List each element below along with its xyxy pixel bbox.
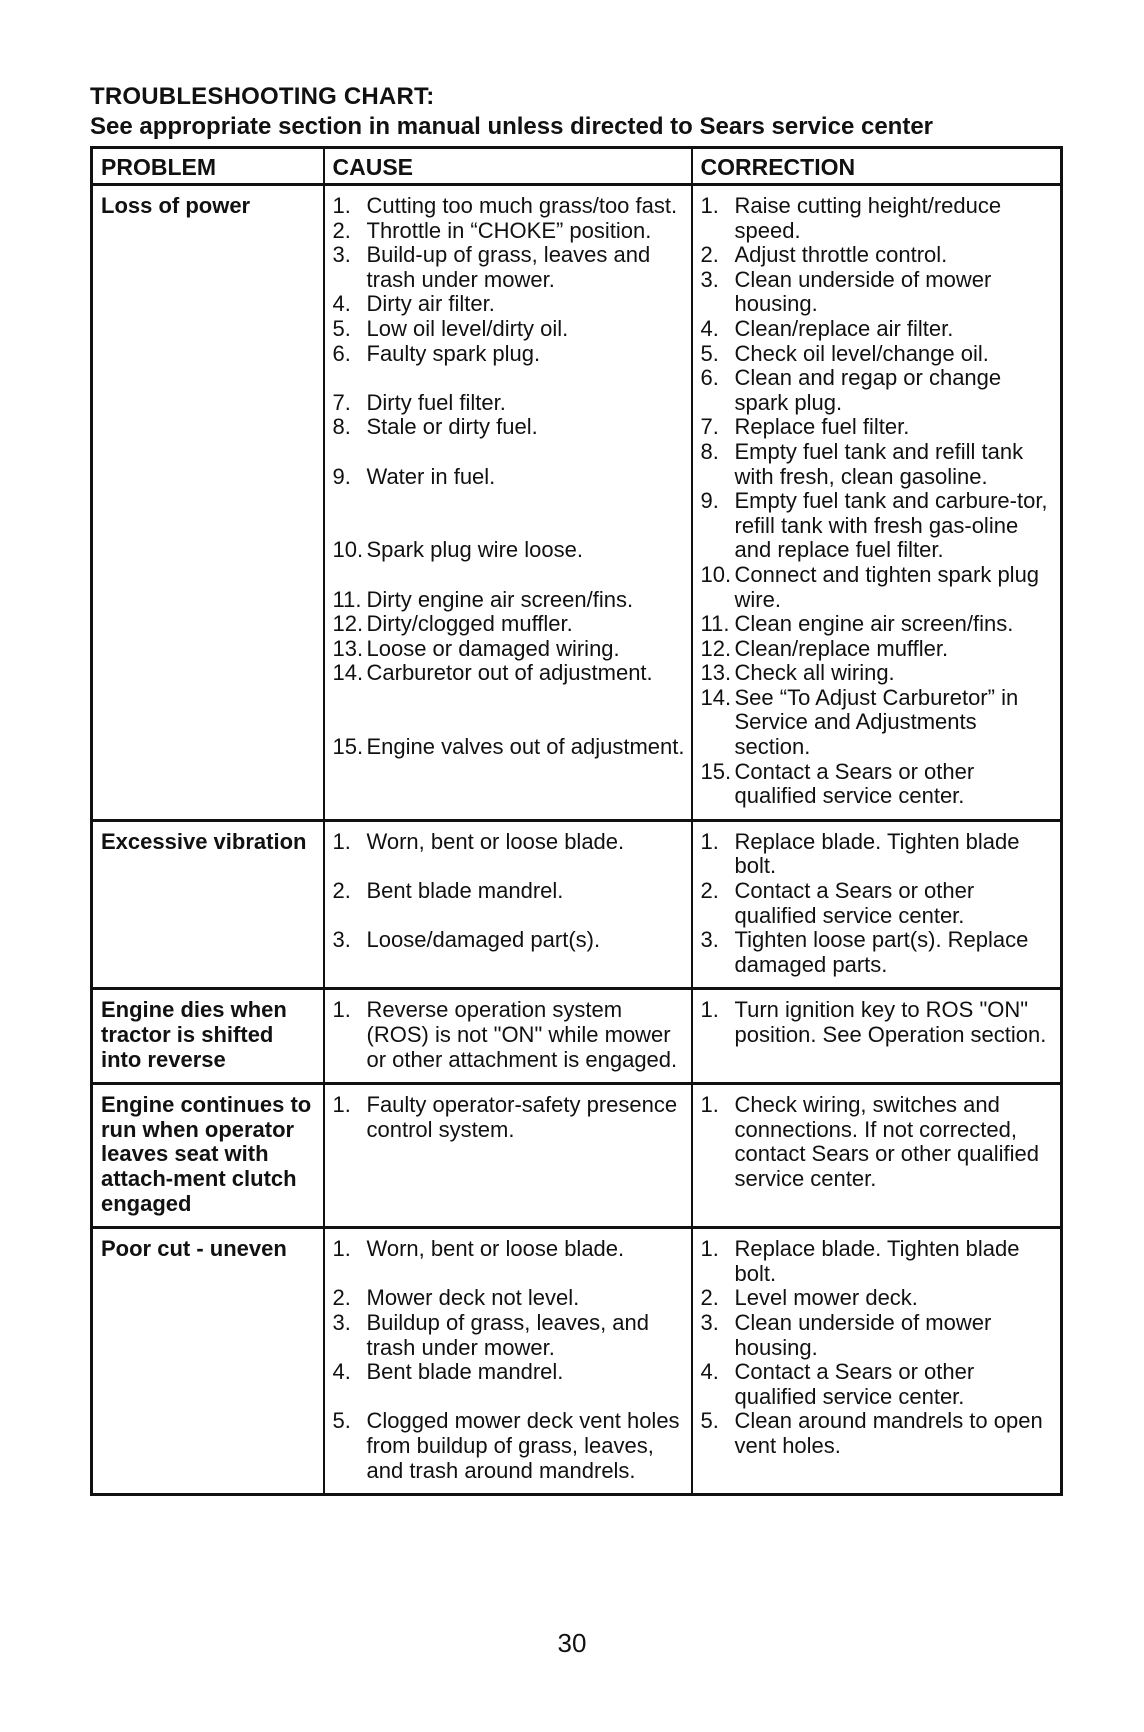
item-text: Low oil level/dirty oil. [366,315,569,341]
list-item [333,879,685,904]
item-number: 1. [332,828,351,854]
list-item [701,661,1055,686]
list-item [333,415,685,440]
spacer [333,514,685,539]
item-number: 4. [700,315,719,341]
problem-cell: Poor cut - uneven [92,1228,324,1495]
item-number: 6. [332,340,351,366]
item-text: Carburetor out of adjustment. [366,660,653,686]
problem-cell: Excessive vibration [92,820,324,989]
item-number: 1. [700,193,719,218]
item-number: 7. [332,389,351,415]
list-item [701,1360,1055,1409]
list-item [701,760,1055,809]
spacer [333,563,685,588]
spacer [333,854,685,879]
item-text: Water in fuel. [366,463,496,489]
item-number: 11. [332,586,362,612]
list-item [701,637,1055,662]
item-number: 2. [700,1285,719,1311]
list-item [701,194,1055,243]
item-text: Dirty/clogged muffler. [366,611,573,637]
item-text: Clogged mower deck vent holes from buildup of grass, leaves, and trash around mandrels. [366,1408,680,1483]
spacer [333,1262,685,1287]
item-text: Replace fuel filter. [734,414,910,440]
list-item [701,686,1055,760]
list-item [333,1409,685,1483]
item-text: Contact a Sears or other qualified service center. [734,878,975,928]
item-text: Stale or dirty fuel. [366,414,538,440]
list-item [701,317,1055,342]
item-number: 8. [700,438,719,464]
item-number: 10. [332,537,364,563]
list-item [333,465,685,490]
chart-title: TROUBLESHOOTING CHART: [90,83,435,110]
item-text: See “To Adjust Carburetor” in Service and Adjustments section. [734,684,1019,760]
spacer [333,904,685,929]
item-text: Empty fuel tank and refill tank with fresh, clean gasoline. [734,438,1024,489]
item-text: Reverse operation system (ROS) is not "ON" while mower or other attachment is engaged. [366,997,678,1072]
item-text: Loose/damaged part(s). [366,927,601,953]
correction-cell [692,820,1062,989]
list-item [333,1093,685,1142]
list-item [701,612,1055,637]
item-text: Clean around mandrels to open vent holes. [734,1408,1043,1458]
correction-cell [692,185,1062,821]
troubleshooting-table [90,146,1063,1496]
item-number: 5. [332,1408,351,1434]
list-item [701,415,1055,440]
item-text: Cutting too much grass/too fast. [366,193,678,218]
item-number: 3. [332,1309,351,1335]
list-item [333,1237,685,1262]
item-text: Dirty air filter. [366,291,495,317]
item-number: 9. [700,488,719,514]
spacer [333,366,685,391]
table-row [92,185,1062,821]
list-item [701,1311,1055,1360]
problem-cell: Loss of power [92,185,324,821]
item-text: Mower deck not level. [366,1285,580,1311]
item-number: 1. [332,1092,351,1118]
list-item [333,1286,685,1311]
item-number: 14. [332,660,364,686]
list-item [701,879,1055,928]
list-item [333,391,685,416]
list-item [701,1237,1055,1286]
item-text: Clean and regap or change spark plug. [734,365,1002,415]
spacer [333,489,685,514]
item-text: Faulty spark plug. [366,340,541,366]
spacer [333,1385,685,1410]
table-row [92,1228,1062,1495]
list-item [333,317,685,342]
item-number: 2. [332,878,351,904]
page-number: 30 [557,1628,587,1658]
column-header-correction: CORRECTION [692,148,1062,185]
item-text: Worn, bent or loose blade. [366,828,625,854]
spacer [333,710,685,735]
list-item [701,366,1055,415]
correction-cell [692,1228,1062,1495]
item-text: Contact a Sears or other qualified service center. [734,1359,975,1409]
list-item [333,612,685,637]
list-item [333,588,685,613]
problem-cell: Engine continues to run when operator leaves seat with attach-ment clutch engaged [92,1084,324,1228]
item-number: 1. [700,1092,719,1118]
item-number: 1. [332,997,351,1023]
item-text: Clean engine air screen/fins. [734,611,1014,637]
table-row [92,1084,1062,1228]
item-text: Turn ignition key to ROS "ON" position. See Operation section. [734,997,1047,1047]
list-item [333,1360,685,1385]
item-number: 5. [332,315,351,341]
list-item [333,243,685,292]
item-text: Throttle in “CHOKE” position. [366,217,652,243]
item-number: 13. [332,635,364,661]
list-item [701,342,1055,367]
item-number: 2. [700,878,719,904]
list-item [333,637,685,662]
item-text: Dirty fuel filter. [366,389,506,415]
item-text: Clean/replace air filter. [734,315,954,341]
item-number: 15. [700,758,732,784]
item-text: Raise cutting height/reduce speed. [734,193,1002,243]
item-number: 2. [700,242,719,268]
list-item [701,243,1055,268]
item-text: Tighten loose part(s). Replace damaged parts. [734,927,1029,977]
column-header-cause: CAUSE [324,148,692,185]
table-body [92,185,1062,1495]
list-item [333,219,685,244]
problem-cell: Engine dies when tractor is shifted into reverse [92,989,324,1084]
list-item [333,538,685,563]
item-number: 1. [700,997,719,1023]
item-text: Clean/replace muffler. [734,635,949,661]
item-number: 15. [332,734,364,760]
item-text: Empty fuel tank and carbure-tor, refill tank with fresh gas-oline and replace fuel filter. [734,488,1048,563]
table-header-row [92,148,1062,185]
item-number: 4. [700,1359,719,1385]
item-number: 3. [700,927,719,953]
list-item [701,1409,1055,1458]
item-text: Spark plug wire loose. [366,537,583,563]
list-item [333,928,685,953]
cause-cell [324,989,692,1084]
item-text: Adjust throttle control. [734,242,948,268]
item-number: 14. [700,684,732,710]
item-number: 7. [700,414,719,440]
spacer [333,686,685,711]
list-item [701,489,1055,563]
item-text: Buildup of grass, leaves, and trash under mower. [366,1309,650,1360]
correction-cell [692,1084,1062,1228]
correction-cell [692,989,1062,1084]
list-item [701,998,1055,1047]
item-number: 4. [332,1359,351,1385]
item-number: 1. [332,193,351,218]
column-header-problem: PROBLEM [92,148,324,185]
cause-cell [324,820,692,989]
item-number: 2. [332,1285,351,1311]
item-text: Bent blade mandrel. [366,878,564,904]
item-number: 1. [332,1236,351,1262]
item-text: Check oil level/change oil. [734,340,989,366]
item-number: 11. [700,611,730,637]
item-text: Worn, bent or loose blade. [366,1236,625,1262]
item-number: 6. [700,365,719,391]
list-item [701,268,1055,317]
item-text: Engine valves out of adjustment. [366,734,685,760]
table-row [92,989,1062,1084]
list-item [333,830,685,855]
item-number: 3. [332,242,351,268]
list-item [701,1093,1055,1191]
list-item [701,830,1055,879]
list-item [333,661,685,686]
item-number: 2. [332,217,351,243]
list-item [333,342,685,367]
item-number: 3. [332,927,351,953]
item-text: Dirty engine air screen/fins. [366,586,634,612]
item-number: 4. [332,291,351,317]
chart-subtitle: See appropriate section in manual unless directed to Sears service center [90,113,933,140]
document-page [90,82,1060,1496]
item-text: Replace blade. Tighten blade bolt. [734,1236,1020,1286]
list-item [333,998,685,1072]
list-item [701,440,1055,489]
item-text: Loose or damaged wiring. [366,635,620,661]
item-number: 10. [700,561,732,587]
spacer [333,440,685,465]
item-text: Check wiring, switches and connections. If not corrected, contact Sears or other qualified service center. [734,1092,1040,1191]
list-item [701,928,1055,977]
list-item [701,1286,1055,1311]
item-number: 3. [700,1309,719,1335]
list-item [333,1311,685,1360]
item-text: Build-up of grass, leaves and trash under mower. [366,242,651,292]
cause-cell [324,185,692,821]
item-text: Faulty operator-safety presence control system. [366,1092,678,1142]
item-text: Clean underside of mower housing. [734,1309,992,1360]
list-item [333,292,685,317]
item-text: Bent blade mandrel. [366,1359,564,1385]
item-number: 12. [332,611,364,637]
cause-cell [324,1228,692,1495]
table-row [92,820,1062,989]
cause-cell [324,1084,692,1228]
item-number: 1. [700,828,719,854]
item-text: Replace blade. Tighten blade bolt. [734,828,1020,879]
item-text: Contact a Sears or other qualified service center. [734,758,975,809]
item-text: Connect and tighten spark plug wire. [734,561,1040,612]
list-item [701,563,1055,612]
list-item [333,194,685,219]
item-number: 1. [700,1236,719,1262]
item-number: 3. [700,266,719,292]
item-text: Check all wiring. [734,660,895,686]
list-item [333,735,685,760]
item-number: 9. [332,463,351,489]
item-number: 13. [700,660,732,686]
item-number: 5. [700,1408,719,1434]
item-number: 8. [332,414,351,440]
item-text: Level mower deck. [734,1285,918,1311]
item-number: 12. [700,635,732,661]
item-number: 5. [700,340,719,366]
item-text: Clean underside of mower housing. [734,266,992,317]
